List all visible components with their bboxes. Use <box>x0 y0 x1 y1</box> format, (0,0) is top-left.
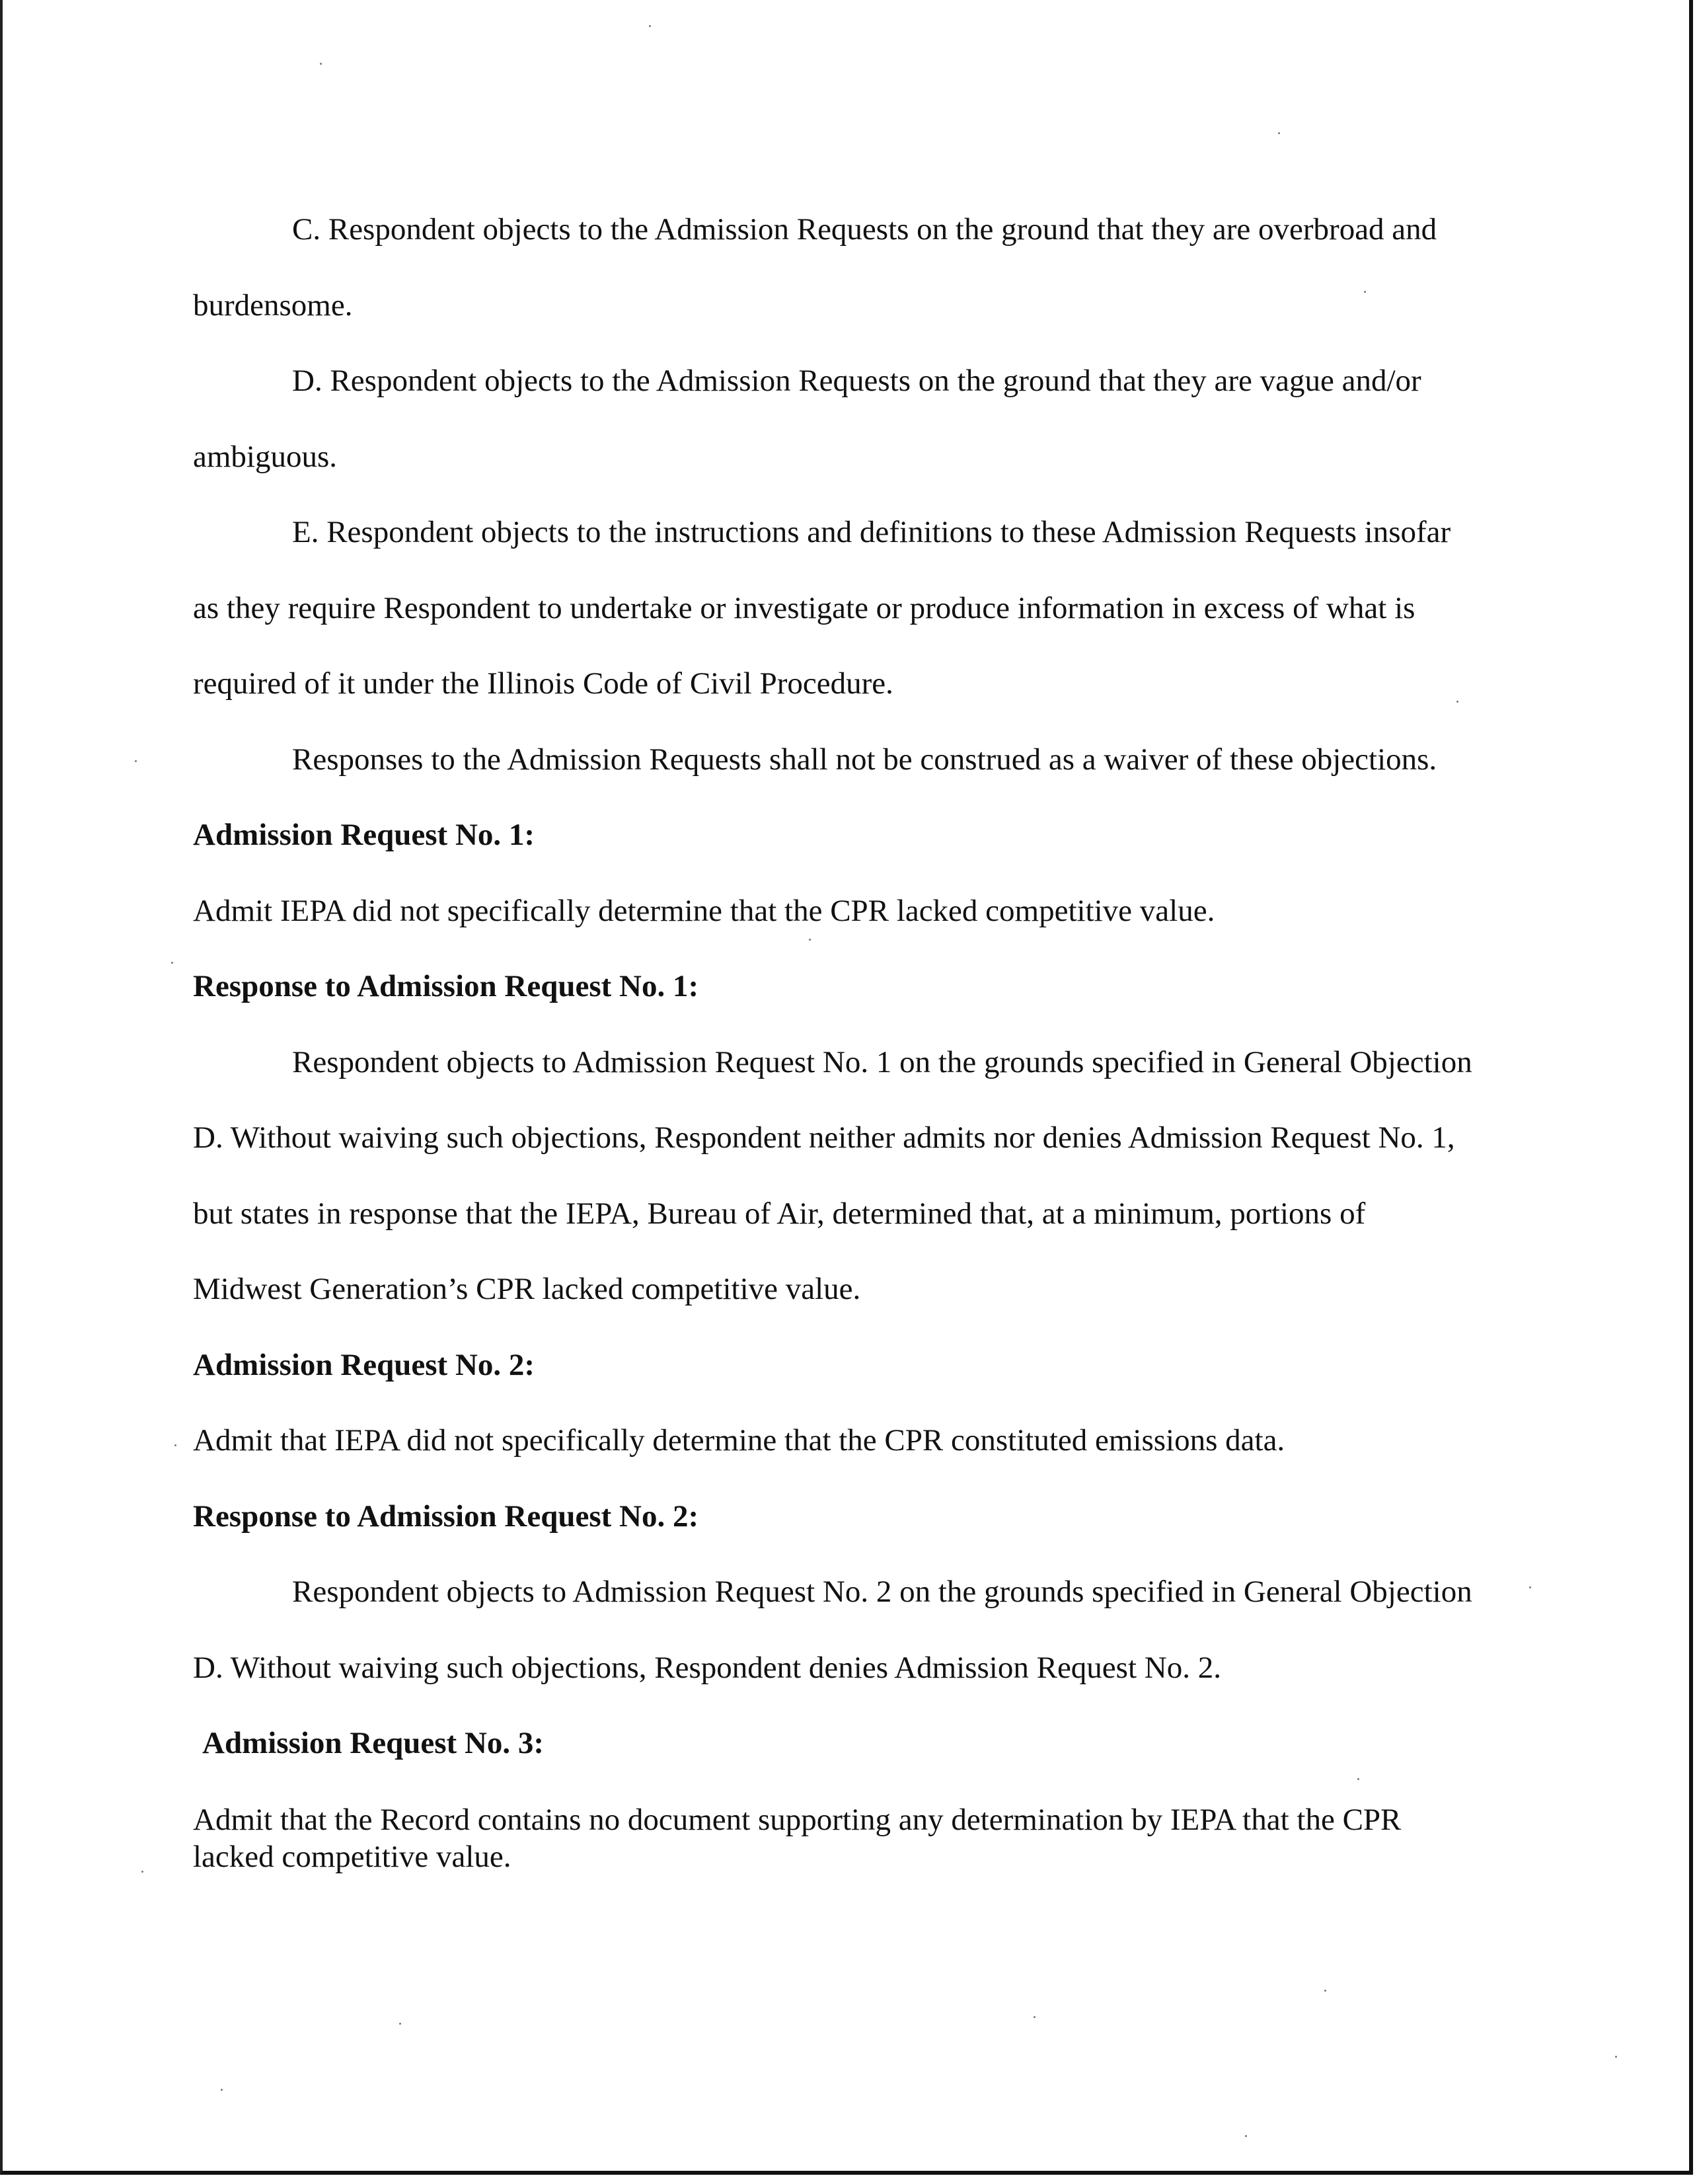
admission-request-1-heading: Admission Request No. 1: <box>193 818 535 852</box>
scan-speck <box>174 1444 176 1446</box>
response-1-text: Respondent objects to Admission Request No. 1 on the grounds specified in General Objection D. Without waiving such objections, Respondent neither admits nor denies Admission Request No. 1, but states in response that the IEPA, Bureau of Air, determined that, at a minimum, portions of Midwest Generation’s CPR lacked competitive value. <box>193 1044 1472 1306</box>
objection-d-paragraph: D. Respondent objects to the Admission Requests on the ground that they are vague and/or ambiguous. <box>193 364 1421 474</box>
scan-speck <box>221 2089 223 2091</box>
scan-speck <box>1324 1990 1326 1992</box>
admission-request-3-heading: Admission Request No. 3: <box>202 1726 545 1760</box>
scan-speck <box>135 760 137 762</box>
admission-request-2-text: Admit that IEPA did not specifically determine that the CPR constituted emissions data. <box>193 1423 1285 1458</box>
scan-speck <box>171 962 173 964</box>
no-waiver-paragraph: Responses to the Admission Requests shall not be construed as a waiver of these objections. <box>292 742 1437 777</box>
admission-request-2-heading: Admission Request No. 2: <box>193 1347 535 1382</box>
scan-speck <box>1278 132 1280 134</box>
scan-speck <box>1034 2016 1036 2018</box>
scan-speck <box>399 2023 401 2025</box>
scan-speck <box>320 63 322 65</box>
response-2-text: Respondent objects to Admission Request No. 2 on the grounds specified in General Objection D. Without waiving such objections, Respondent denies Admission Request No. 2. <box>193 1575 1472 1685</box>
scan-speck <box>1615 2056 1617 2058</box>
document-body <box>193 192 1482 1875</box>
admission-request-3-text: Admit that the Record contains no document supporting any determination by IEPA that the CPR lacked competitive value. <box>193 1802 1402 1874</box>
scan-speck <box>1245 2135 1247 2137</box>
response-1-heading: Response to Admission Request No. 1: <box>193 969 699 1003</box>
objection-c-paragraph: C. Respondent objects to the Admission Requests on the ground that they are overbroad and burdensome. <box>193 212 1437 323</box>
objection-e-paragraph: E. Respondent objects to the instructions and definitions to these Admission Requests insofar as they require Respondent to undertake or investigate or produce information in excess of what is required of it under the Illinois Code of Civil Procedure. <box>193 515 1451 701</box>
admission-request-1-text: Admit IEPA did not specifically determine that the CPR lacked competitive value. <box>193 893 1215 928</box>
scan-speck <box>141 1871 143 1873</box>
response-2-heading: Response to Admission Request No. 2: <box>193 1499 699 1534</box>
scan-speck <box>1529 1586 1531 1588</box>
scan-speck <box>649 25 651 27</box>
